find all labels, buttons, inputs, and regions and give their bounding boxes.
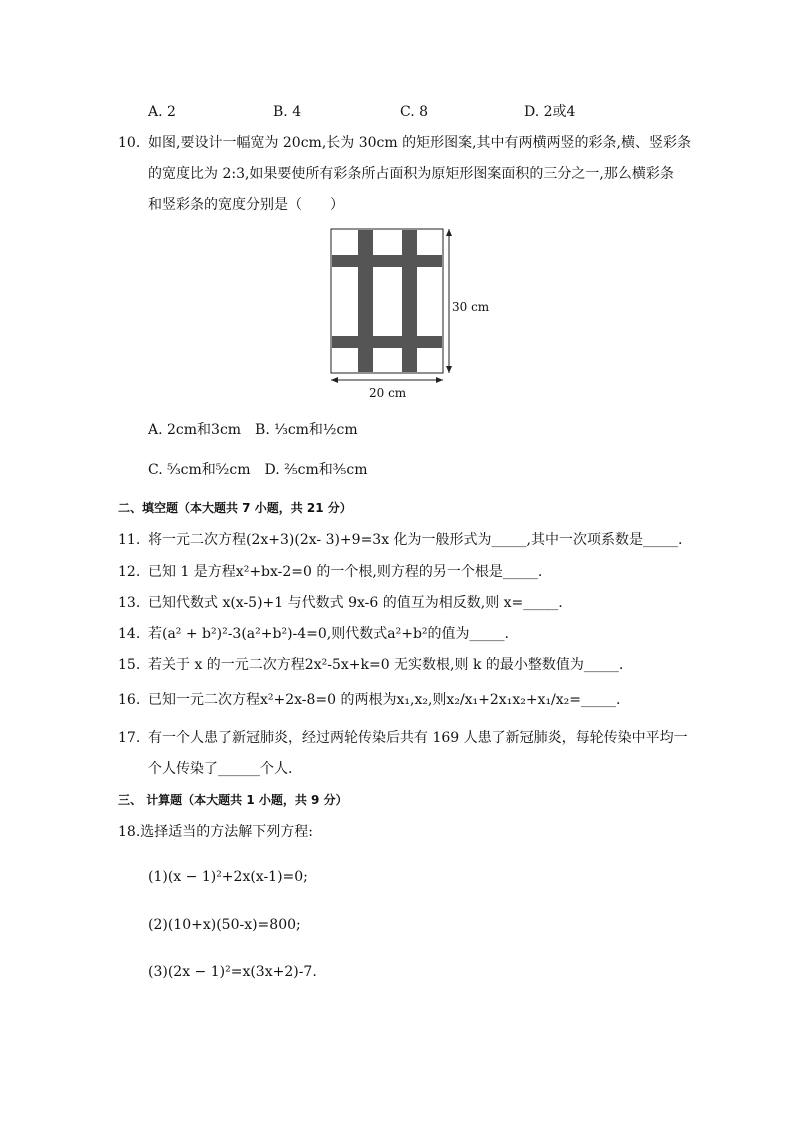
q18-intro: 18.选择适当的方法解下列方程: <box>118 824 313 840</box>
q16-text: 已知一元二次方程x²+2x-8=0 的两根为x₁,x₂,则x₂/x₁+2x₁x₂+x₁/x₂=_____. <box>148 692 621 708</box>
q9-option-b: B. 4 <box>273 104 302 120</box>
q10-rectangle-figure <box>330 225 500 410</box>
horizontal-stripe-1 <box>332 255 442 267</box>
q18-part1: (1)(x − 1)²+2x(x-1)=0; <box>148 869 308 885</box>
q9-option-a: A. 2 <box>148 104 176 120</box>
q15-text: 若关于 x 的一元二次方程2x²-5x+k=0 无实数根,则 k 的最小整数值为_____. <box>148 657 624 673</box>
arrowhead-left <box>331 377 338 383</box>
q17-line1: 有一个人患了新冠肺炎，经过两轮传染后共有 169 人患了新冠肺炎，每轮传染中平均一 <box>148 730 688 746</box>
width-label: 20 cm <box>369 386 407 400</box>
arrowhead-down <box>446 366 452 373</box>
q12-number: 12. <box>118 564 141 580</box>
q14-text: 若(a² + b²)²-3(a²+b²)-4=0,则代数式a²+b²的值为_____. <box>148 626 509 642</box>
section-heading-fill-in: 二、填空题（本大题共 7 小题，共 21 分） <box>118 501 352 515</box>
section-heading-calculation: 三、 计算题（本大题共 1 小题，共 9 分） <box>118 793 348 807</box>
horizontal-stripe-2 <box>332 336 442 348</box>
q13-number: 13. <box>118 595 141 611</box>
outer-rectangle <box>331 229 443 373</box>
q17-number: 17. <box>118 730 141 746</box>
q14-number: 14. <box>118 626 141 642</box>
q10-stem-line3: 和竖彩条的宽度分别是（ ） <box>148 197 344 213</box>
q13-text: 已知代数式 x(x-5)+1 与代数式 9x-6 的值互为相反数,则 x=_____. <box>148 595 563 611</box>
q16-number: 16. <box>118 692 141 708</box>
q10-stem-line1: 如图,要设计一幅宽为 20cm,长为 30cm 的矩形图案,其中有两横两竖的彩条,横、竖彩条 <box>148 135 692 151</box>
q11-text: 将一元二次方程(2x+3)(2x- 3)+9=3x 化为一般形式为_____,其中一次项系数是_____. <box>148 532 683 548</box>
q15-number: 15. <box>118 657 141 673</box>
q9-option-c: C. 8 <box>400 104 429 120</box>
q12-text: 已知 1 是方程x²+bx-2=0 的一个根,则方程的另一个根是_____. <box>148 564 543 580</box>
q9-option-d: D. 2或4 <box>524 104 576 120</box>
q10-stem-line2: 的宽度比为 2:3,如果要使所有彩条所占面积为原矩形图案面积的三分之一,那么横彩条 <box>148 166 674 182</box>
q18-part3: (3)(2x − 1)²=x(3x+2)-7. <box>148 964 317 980</box>
q10-options-ab: A. 2cm和3cm B. ⅓cm和½cm <box>148 422 358 438</box>
vertical-stripe-1 <box>358 230 373 372</box>
q11-number: 11. <box>118 532 141 548</box>
arrowhead-right <box>436 377 443 383</box>
vertical-stripe-2 <box>402 230 417 372</box>
q18-part2: (2)(10+x)(50-x)=800; <box>148 917 301 933</box>
q10-number: 10. <box>118 135 141 151</box>
q10-options-cd: C. ⁵⁄₃cm和⁵⁄₂cm D. ⅖cm和⅗cm <box>148 462 368 478</box>
height-label: 30 cm <box>452 300 490 314</box>
arrowhead-up <box>446 229 452 236</box>
q17-line2: 个人传染了______个人. <box>148 761 293 777</box>
